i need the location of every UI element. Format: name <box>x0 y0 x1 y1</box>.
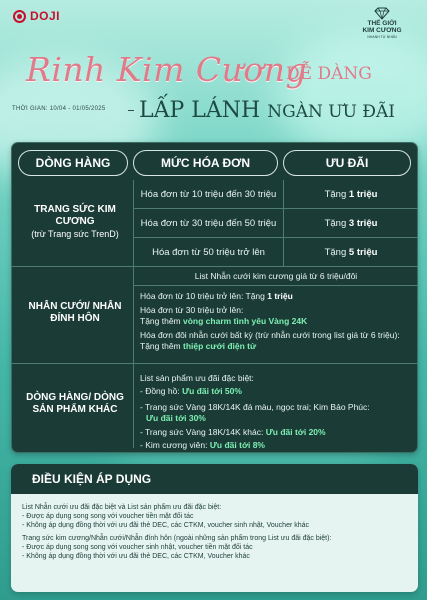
item-text: - Kim cương viên: <box>140 440 208 450</box>
other-item-diamond <box>140 440 265 451</box>
item-value: Ưu đãi tới 8% <box>209 440 265 450</box>
headline <box>139 98 395 123</box>
item-text: - Đồng hồ: <box>140 386 180 396</box>
other-item-gold-gem-value <box>146 413 206 424</box>
conditions-title: ĐIỀU KIỆN ÁP DỤNG <box>11 464 418 494</box>
divider <box>128 110 134 111</box>
wedding-offer-line2: Hóa đơn từ 30 triệu trở lên: <box>140 305 244 315</box>
gift-row-2 <box>284 209 418 237</box>
offer-value: vòng charm tình yêu Vàng 24K <box>183 316 308 326</box>
headline-small: NGÀN ƯU ĐÃI <box>267 102 396 122</box>
gift-prefix: Tặng <box>324 246 347 258</box>
category-other-products: DÒNG HÀNG/ DÒNG SẢN PHẨM KHÁC <box>26 392 124 415</box>
gift-prefix: Tặng <box>324 217 347 229</box>
condition-line: - Được áp dụng song song với voucher tiền mặt đối tác <box>22 513 194 520</box>
script-title: Rinh Kim Cương <box>26 50 308 89</box>
other-item-gold-gem: - Trang sức Vàng 18K/14K đá màu, ngọc trai; Kim Bảo Phúc: <box>140 402 370 412</box>
category-wedding-rings: NHẪN CƯỚI/ NHẪN ĐÍNH HÔN <box>28 301 122 324</box>
other-item-watch <box>140 386 242 397</box>
condition-line: - Không áp dụng đồng thời với ưu đãi thẻ DEC, các CTKM, Voucher khác <box>22 553 250 560</box>
offer-text: Hóa đơn từ 10 triệu trở lên: Tặng <box>140 291 265 301</box>
divider <box>133 266 134 448</box>
gift-prefix: Tặng <box>324 188 347 200</box>
item-value: Ưu đãi tới 20% <box>265 427 326 437</box>
script-suffix: DỄ DÀNG <box>286 64 372 84</box>
bill-row-3: Hóa đơn từ 50 triệu trở lên <box>152 246 265 258</box>
wedding-offer-line4: Hóa đơn đôi nhẫn cưới bất kỳ (trừ nhẫn cưới trong list giá từ 6 triệu): <box>140 330 400 340</box>
offer-value: thiệp cưới điện tử <box>183 341 257 351</box>
offer-value: 1 triệu <box>267 291 293 301</box>
bill-row-1: Hóa đơn từ 10 triệu đến 30 triệu <box>140 188 277 200</box>
offer-text: Tặng thêm <box>140 316 181 326</box>
doji-logo-icon <box>13 10 26 23</box>
gift-row-1 <box>284 180 418 208</box>
other-item-gold-other <box>140 427 326 438</box>
promo-period: THỜI GIAN: 10/04 - 01/05/2025 <box>12 106 106 112</box>
header-bill-level: MỨC HÓA ĐƠN <box>133 150 278 176</box>
diamond-icon <box>374 7 390 20</box>
item-value: Ưu đãi tới 30% <box>146 413 206 423</box>
category-note: (trừ Trang sức TrenD) <box>31 229 119 239</box>
wedding-offer-line3 <box>140 316 307 327</box>
wedding-offer-line1 <box>140 291 293 302</box>
logo-text: DOJI <box>30 9 61 23</box>
wedding-list-note: List Nhẫn cưới kim cương giá từ 6 triệu/đôi <box>194 270 358 281</box>
gift-value: 3 triệu <box>348 217 378 229</box>
category-label: TRANG SỨC KIM CƯƠNG <box>34 204 116 227</box>
condition-line: Trang sức kim cương/Nhẫn cưới/Nhẫn đính hôn (ngoài những sản phẩm trong List ưu đãi đặc biệt): <box>22 535 332 542</box>
divider <box>133 285 418 286</box>
bill-row-2: Hóa đơn từ 30 triệu đến 50 triệu <box>140 217 277 229</box>
header-product-line: DÒNG HÀNG <box>18 150 128 176</box>
item-text: - Trang sức Vàng 18K/14K khác: <box>140 427 264 437</box>
divider <box>11 363 418 364</box>
brand-logo <box>350 7 414 39</box>
brand-tagline: NHANH TƯ NHÂN <box>367 35 397 39</box>
brand-line2: KIM CƯƠNG <box>362 27 402 34</box>
gift-value: 1 triệu <box>348 188 378 200</box>
headline-big: LẤP LÁNH <box>139 98 261 123</box>
category-diamond-jewelry <box>20 204 130 240</box>
item-value: Ưu đãi tới 50% <box>182 386 242 396</box>
wedding-offer-line5 <box>140 341 256 352</box>
condition-line: - Được áp dụng song song với voucher sinh nhật, voucher tiền mặt đối tác <box>22 544 253 551</box>
other-intro: List sản phẩm ưu đãi đặc biệt: <box>140 373 254 383</box>
condition-line: - Không áp dụng đồng thời với ưu đãi thẻ DEC, các CTKM, voucher sinh nhật, Voucher khác <box>22 522 310 529</box>
gift-value: 5 triệu <box>348 246 378 258</box>
gift-row-3 <box>284 238 418 266</box>
header-offer: ƯU ĐÃI <box>283 150 411 176</box>
doji-logo <box>13 9 60 23</box>
condition-line: List Nhẫn cưới ưu đãi đặc biệt và List sản phẩm ưu đãi đặc biệt: <box>22 504 222 511</box>
brand-line1: THẾ GIỚI <box>367 20 397 27</box>
offer-text: Tặng thêm <box>140 341 181 351</box>
